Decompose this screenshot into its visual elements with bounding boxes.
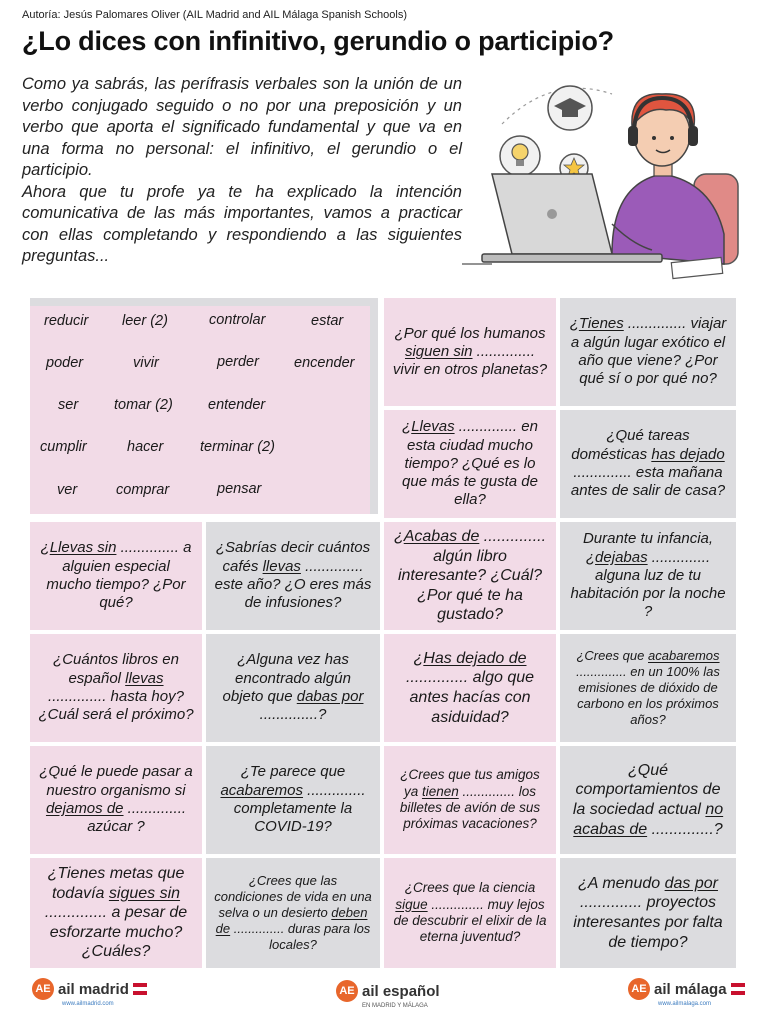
card-16: ¿Qué comportamientos de la sociedad actual no acabas de ..............? [560,746,736,854]
word-leer: leer (2) [122,313,168,329]
word-reducir: reducir [44,313,89,329]
word-cumplir: cumplir [40,439,87,455]
malaga-flag-icon [731,983,745,995]
ail-espanol-name: ail español [362,982,440,1000]
card-13: ¿Qué le puede pasar a nuestro organismo si dejamos de .............. azúcar ? [30,746,202,854]
word-bank-right-strip [370,298,378,514]
card-18: ¿Crees que las condiciones de vida en una selva o un desierto deben de .............. duras para los locales? [206,858,380,968]
word-controlar: controlar [209,312,266,328]
word-perder: perder [217,354,259,370]
card-17: ¿Tienes metas que todavía sigues sin .............. a pesar de esforzarte mucho? ¿Cuáles? [30,858,202,968]
card-1: ¿Por qué los humanos siguen sin .............. vivir en otros planetas? [384,298,556,406]
card-3: ¿Llevas .............. en esta ciudad mucho tiempo? ¿Qué es lo que más te gusta de ella? [384,410,556,518]
word-ver: ver [57,482,78,498]
word-entender: entender [208,397,266,413]
ail-madrid-logo [32,978,147,1007]
ail-badge-icon: AE [32,978,54,1000]
intro-paragraph-1: Como ya sabrás, las perífrasis verbales son la unión de un verbo conjugado seguido o no por una preposición y un verbo que aporta el significado fundamental y que va en una forma no personal: el infinitivo, el gerundio o el participio. [22,75,462,179]
madrid-flag-icon [133,983,147,995]
word-bank [30,298,378,514]
card-2: ¿Tienes .............. viajar a algún lugar exótico el año que viene? ¿Por qué sí o por qué no? [560,298,736,406]
word-bank-top-strip [30,298,378,306]
word-pensar: pensar [217,481,262,497]
ail-espanol-subtitle: EN MADRID Y MÁLAGA [362,1003,428,1009]
word-comprar: comprar [116,482,170,498]
card-14: ¿Te parece que acabaremos .............. completamente la COVID-19? [206,746,380,854]
card-10: ¿Alguna vez has encontrado algún objeto que dabas por ..............? [206,634,380,742]
word-vivir: vivir [133,355,159,371]
card-7: ¿Acabas de .............. algún libro interesante? ¿Cuál? ¿Por qué te ha gustado? [384,522,556,630]
word-estar: estar [311,313,344,329]
word-ser: ser [58,397,79,413]
card-5: ¿Llevas sin .............. a alguien especial mucho tiempo? ¿Por qué? [30,522,202,630]
card-20: ¿A menudo das por .............. proyectos interesantes por falta de tiempo? [560,858,736,968]
author-credit: Autoría: Jesús Palomares Oliver (AIL Madrid and AIL Málaga Spanish Schools) [22,9,407,21]
word-encender: encender [294,355,355,371]
card-8: Durante tu infancia, ¿dejabas .............. alguna luz de tu habitación por la noche ? [560,522,736,630]
card-11: ¿Has dejado de .............. algo que antes hacías con asiduidad? [384,634,556,742]
word-tomar: tomar (2) [114,397,173,413]
ail-badge-icon: AE [336,980,358,1002]
word-poder: poder [46,355,84,371]
ail-malaga-url: www.ailmalaga.com [658,1001,712,1007]
word-terminar: terminar (2) [200,439,275,455]
card-6: ¿Sabrías decir cuántos cafés llevas .............. este año? ¿O eres más de infusiones? [206,522,380,630]
card-4: ¿Qué tareas domésticas has dejado .............. esta mañana antes de salir de casa? [560,410,736,518]
ail-madrid-name: ail madrid [58,980,129,998]
card-15: ¿Crees que tus amigos ya tienen .............. los billetes de avión de sus próximas vacaciones? [384,746,556,854]
ail-malaga-name: ail málaga [654,980,727,998]
ail-malaga-logo [628,978,745,1007]
card-9: ¿Cuántos libros en español llevas .............. hasta hoy? ¿Cuál será el próximo? [30,634,202,742]
intro-paragraph-2: Ahora que tu profe ya te ha explicado la intención comunicativa de las más importantes, vamos a practicar con ellas completando y respondiendo a las siguientes preguntas... [22,182,462,265]
ail-badge-icon: AE [628,978,650,1000]
student-laptop-illustration [462,64,748,292]
intro-text [22,74,462,268]
card-19: ¿Crees que la ciencia sigue .............. muy lejos de descubrir el elixir de la eterna juventud? [384,858,556,968]
ail-madrid-url: www.ailmadrid.com [62,1001,114,1007]
page-title: ¿Lo dices con infinitivo, gerundio o participio? [22,26,614,56]
word-hacer: hacer [127,439,164,455]
ail-espanol-logo [336,980,440,1009]
card-12: ¿Crees que acabaremos .............. en un 100% las emisiones de dióxido de carbono en los próximos años? [560,634,736,742]
